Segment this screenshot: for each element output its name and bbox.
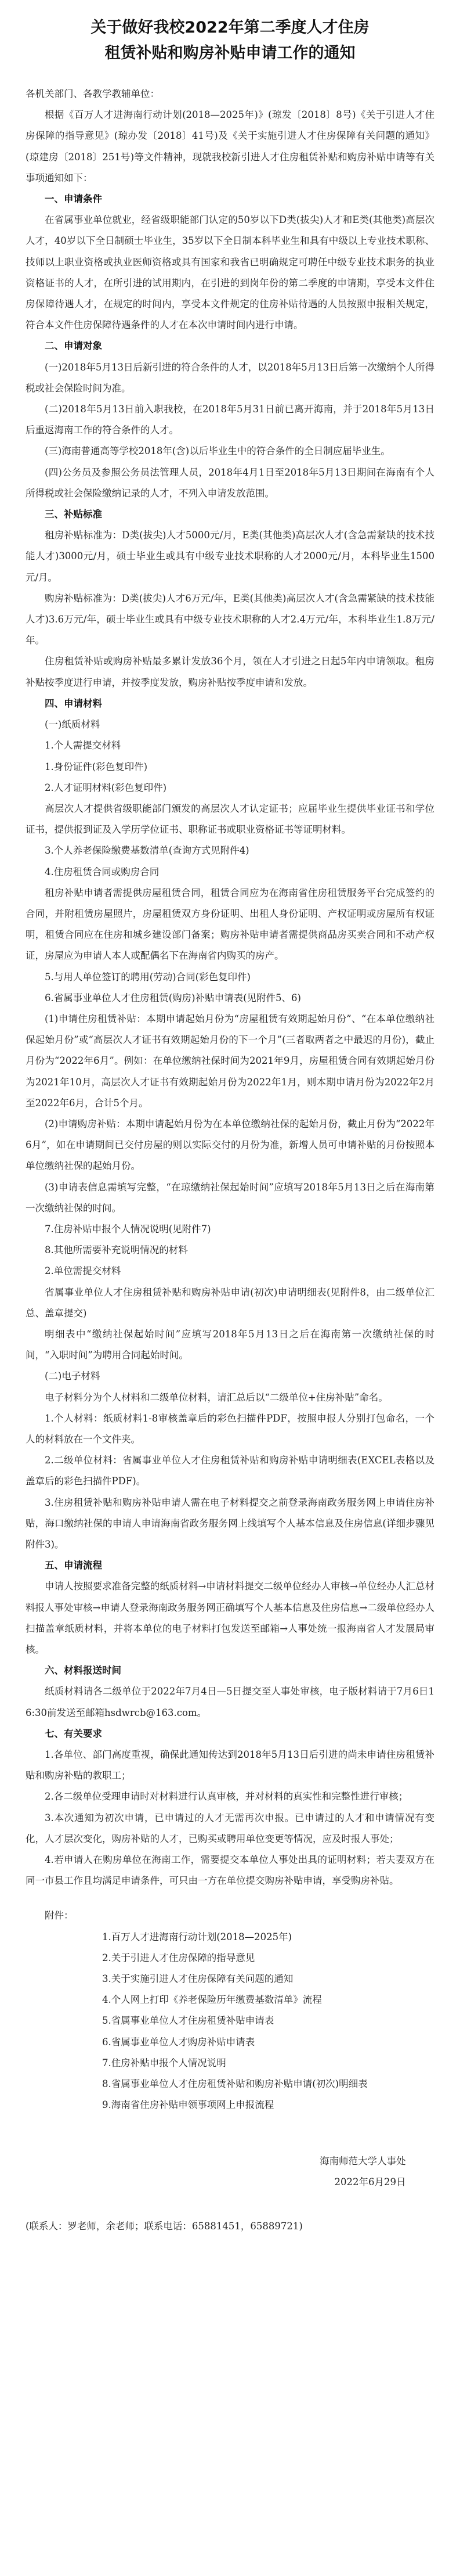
electronic-material-item: 3.住房租赁补贴和购房补贴申请人需在电子材料提交之前登录海南政务服务网上申请住房补贴，海口缴纳社保的申请人申请海南省政务服务网上线填写个人基本信息及住房信息(详细步骤见附件3)。: [26, 1496, 434, 1550]
title-line-1: 关于做好我校2022年第二季度人才住房: [90, 19, 370, 37]
applicants-item-2: (二)2018年5月13日前入职我校，在2018年5月31日前已离开海南，并于2018年5月13日后重返海南工作的符合条件的人才。: [26, 404, 434, 436]
electronic-materials-subheading: (二)电子材料: [45, 1370, 100, 1382]
requirement-item: 3.本次通知为初次申请，已申请过的人才无需再次申报。已申请过的人才和申请情况有变化，人才层次变化，购房补贴的人才，已购买或聘用单位变更等情况，应及时报人事处；: [26, 1812, 434, 1844]
material-item: 2.人才证明材料(彩色复印件): [45, 782, 167, 793]
attachment-item[interactable]: 3.关于实施引进人才住房保障有关问题的通知: [102, 1973, 294, 1985]
attachment-item[interactable]: 2.关于引进人才住房保障的指导意见: [102, 1952, 255, 1963]
applicants-item-4: (四)公务员及参照公务员法管理人员，2018年4月1日至2018年5月13日期间在海南有个人所得税或社会保险缴纳记录的人才，不列入申请发放范围。: [26, 466, 434, 499]
section-heading-conditions: 一、申请条件: [45, 193, 102, 205]
material-item: (2)申请购房补贴：本期申请起始月份为在本单位缴纳社保的起始月份，截止月份为“2022年6月”，如在申请期间已交付房屋的则以实际交付的月份为准，新增人员可申请补贴的月份按照本单位缴纳社保的起始月份。: [26, 1118, 434, 1172]
requirement-item: 4.若申请人在购房单位在海南工作，需要提交本单位人事处出具的证明材料；若夫妻双方在同一市县工作且均满足申请条件，可只由一方在单位提交购房补贴申请，享受购房补贴。: [26, 1854, 434, 1887]
applicants-item-1: (一)2018年5月13日后新引进的符合条件的人才，以2018年5月13日后第一次缴纳个人所得税或社会保险时间为准。: [26, 361, 434, 394]
attachment-item[interactable]: 8.省属事业单位人才住房租赁补贴和购房补贴申请(初次)明细表: [102, 2078, 368, 2090]
attachments-label-text: 附件：: [45, 1910, 74, 1922]
unit-material-item: 明细表中“缴纳社保起始时间”应填写2018年5月13日之后在海南第一次缴纳社保的时间，“入职时间”为聘用合同起始时间。: [26, 1328, 434, 1361]
unit-material-item: 省属事业单位人才住房租赁补贴和购房补贴申请(初次)申请明细表(见附件8，由二级单位汇总、盖章提交): [26, 1286, 434, 1319]
attachment-item[interactable]: 4.个人网上打印《养老保险历年缴费基数清单》流程: [102, 1994, 322, 2006]
conditions-paragraph: 在省属事业单位就业，经省级职能部门认定的50岁以下D类(拔尖)人才和E类(其他类)高层次人才，40岁以下全日制硕士毕业生，35岁以下全日制本科毕业生和具有中级以上专业技术职称、技师以上职业资格或执业医师资格或具有国家和我省已明确规定可聘任中级专业技术职务的执业资格证书的人才，在所引进的试用期内，在引进的到岗年份的第二季度的申请期，享受本文件住房保障待遇人才，在规定的时间内，享受本文件规定的住房补贴待遇的人员按照申报相关规定，符合本文件住房保障待遇条件的人才在本次申请时间内进行申请。: [26, 214, 434, 331]
page-title: [26, 15, 434, 66]
attachment-item[interactable]: 6.省属事业单位人才购房补贴申请表: [102, 2036, 255, 2048]
section-heading-standards: 三、补贴标准: [45, 509, 102, 520]
electronic-material-item: 2.二级单位材料：省属事业单位人才住房租赁补贴和购房补贴申请明细表(EXCEL表格以及盖章后的彩色扫描件PDF)。: [26, 1455, 434, 1487]
paper-materials-subheading: (一)纸质材料: [45, 719, 100, 731]
attachments-label: [26, 1905, 434, 1926]
greeting: 各机关部门、各教学教辅单位：: [26, 88, 160, 99]
electronic-material-item: 1.个人材料：纸质材料1-8审核盖章后的彩色扫描件PDF，按照申报人分别打包命名，一个人的材料放在一个文件夹。: [26, 1412, 434, 1445]
attachment-item[interactable]: 9.海南省住房补贴申领事项网上申报流程: [102, 2099, 274, 2111]
material-item: 1.身份证件(彩色复印件): [45, 761, 148, 772]
applicants-item-3: (三)海南普通高等学校2018年(含)以后毕业生中的符合条件的全日制应届毕业生。: [45, 445, 390, 457]
section-heading-applicants: 二、申请对象: [45, 340, 102, 352]
material-item: 5.与用人单位签订的聘用(劳动)合同(彩色复印件): [45, 971, 251, 983]
electronic-materials-intro: 电子材料分为个人材料和二级单位材料，请汇总后以“二级单位+住房补贴”命名。: [45, 1391, 388, 1403]
section-heading-requirements: 七、有关要求: [45, 1728, 102, 1739]
process-paragraph: 申请人按照要求准备完整的纸质材料→申请材料提交二级单位经办人审核→单位经办人汇总材料报人事处审核→申请人登录海南政务服务网正确填写个人基本信息及住房信息→二级单位经办人扫描盖章纸质材料，并将本单位的电子材料打包发送至邮箱→人事处统一报海南省人才发展局审核。: [26, 1581, 434, 1656]
attachment-item[interactable]: 7.住房补贴申报个人情况说明: [102, 2057, 226, 2068]
material-item: 8.其他所需要补充说明情况的材料: [45, 1244, 188, 1256]
attachment-item[interactable]: 1.百万人才进海南行动计划(2018—2025年): [102, 1931, 292, 1942]
signature-org: 海南师范大学人事处: [320, 2155, 406, 2167]
signature-date: 2022年6月29日: [334, 2176, 406, 2188]
signature-block: [26, 2151, 434, 2193]
deadline-paragraph: 纸质材料请各二级单位于2022年7月4日—5日提交至人事处审核，电子版材料请于7月6日16:30前发送至邮箱hsdwrcb@163.com。: [26, 1686, 434, 1718]
requirement-item: 2.各二级单位受理申请时对材料进行认真审核，并对材料的真实性和完整性进行审核；: [45, 1791, 408, 1803]
material-item: 3.个人养老保险缴费基数清单(查询方式见附件4): [45, 845, 249, 857]
attachments-list: [26, 1927, 434, 2116]
material-item: (3)申请表信息需填写完整，“在琼缴纳社保起始时间”应填写2018年5月13日之后在海南第一次缴纳社保的时间。: [26, 1181, 434, 1214]
rent-standard-paragraph: 租房补贴标准为：D类(拔尖)人才5000元/月，E类(其他类)高层次人才(含急需紧缺的技术技能人才)3000元/月，硕士毕业生或具有中级专业技术职称的人才2000元/月，本科毕业生1500元/月。: [26, 530, 434, 583]
material-item: 租房补贴申请者需提供房屋租赁合同，租赁合同应为在海南省住房租赁服务平台完成签约的合同，并附租赁房屋照片，房屋租赁双方身份证明、出租人身份证明、产权证明或房屋所有权证明，租赁合同应在住房和城乡建设部门备案；购房补贴申请者需提供商品房买卖合同和不动产权证，房屋应为申请人本人或配偶名下在海南省内购买的房产。: [26, 887, 434, 962]
material-item: 7.住房补贴申报个人情况说明(见附件7): [45, 1223, 211, 1235]
title-line-2: 租赁补贴和购房补贴申请工作的通知: [104, 44, 356, 62]
material-item: (1)申请住房租赁补贴：本期申请起始月份为“房屋租赁有效期起始月份”、“在本单位缴纳社保起始月份”或“高层次人才证书有效期起始月份的下一个月”(三者取两者之中最迟的月份)，截止月份为“2022年6月”。例如：在单位缴纳社保时间为2021年9月，房屋租赁合同有效期起始月份为2021年10月，高层次人才证书有效期起始月份为2022年1月，则本期申请月份为2022年2月至2022年6月，合计5个月。: [26, 1013, 434, 1109]
duration-paragraph: 住房租赁补贴或购房补贴最多累计发放36个月，领在人才引进之日起5年内申请领取。租房补贴按季度进行申请，并按季度发放，购房补贴按季度申请和发放。: [26, 656, 434, 688]
section-heading-process: 五、申请流程: [45, 1560, 102, 1571]
purchase-standard-paragraph: 购房补贴标准为：D类(拔尖)人才6万元/年，E类(其他类)高层次人才(含急需紧缺的技术技能人才)3.6万元/年，硕士毕业生或具有中级专业技术职称的人才2.4万元/年，本科毕业生1.8万元/年。: [26, 592, 434, 646]
material-item: 4.住房租赁合同或购房合同: [45, 866, 160, 877]
section-heading-deadline: 六、材料报送时间: [45, 1665, 121, 1676]
personal-materials-title: 1.个人需提交材料: [45, 740, 121, 751]
intro-paragraph: 根据《百万人才进海南行动计划(2018—2025年)》(琼发〔2018〕8号)《关于引进人才住房保障的指导意见》(琼办发〔2018〕41号)及《关于实施引进人才住房保障有关问题的通知》(琼建房〔2018〕251号)等文件精神，现就我校新引进人才住房租赁补贴和购房补贴申请等有关事项通知如下：: [26, 109, 434, 184]
attachment-item[interactable]: 5.省属事业单位人才住房租赁补贴申请表: [102, 2015, 274, 2027]
material-item: 6.省属事业单位人才住房租赁(购房)补贴申请表(见附件5、6): [45, 992, 301, 1003]
requirement-item: 1.各单位、部门高度重视，确保此通知传达到2018年5月13日后引进的尚未申请住房租赁补贴和购房补贴的教职工；: [26, 1749, 434, 1782]
material-item: 高层次人才提供省级职能部门颁发的高层次人才认定证书；应届毕业生提供毕业证书和学位证书，提供报到证及入学历学位证书、职称证书或职业资格证书等证明材料。: [26, 803, 434, 836]
unit-materials-title: 2.单位需提交材料: [45, 1265, 121, 1277]
contact-line: (联系人：罗老师，余老师；联系电话：65881451，65889721): [26, 2220, 303, 2232]
section-heading-materials: 四、申请材料: [45, 697, 102, 709]
